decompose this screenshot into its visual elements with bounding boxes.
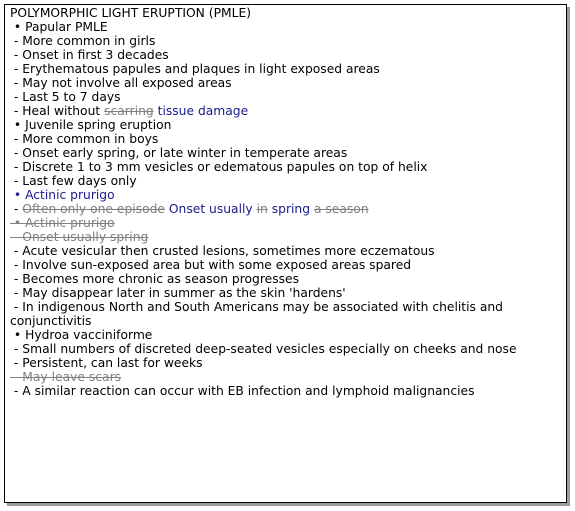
line-marker: - [10,104,23,118]
dash-line [10,62,555,76]
dash-line [10,384,555,398]
dash-line [10,90,555,104]
line-text: A similar reaction can occur with EB infection and lymphoid malignancies [22,384,475,398]
line-marker: - [10,258,23,272]
document-body [10,20,566,398]
dash-line [10,132,555,146]
line-marker: - [10,90,23,104]
dash-line [10,286,555,300]
line-marker: - [10,342,23,356]
line-text: More common in girls [22,34,156,48]
line-text: Onset in first 3 decades [22,48,169,62]
dash-line [10,300,555,328]
dash-line [10,76,555,90]
line-text: Acute vesicular then crusted lesions, sometimes more eczematous [22,244,435,258]
line-text: Onset early spring, or late winter in temperate areas [22,146,348,160]
bullet-line [10,216,555,230]
line-marker: - [10,272,23,286]
dash-line [10,230,555,244]
line-marker: • [10,20,26,34]
line-marker: - [10,76,23,90]
line-text: Becomes more chronic as season progresses [22,272,299,286]
dash-line [10,146,555,160]
dash-line [10,272,555,286]
document-page[interactable] [4,4,567,503]
document-title: POLYMORPHIC LIGHT ERUPTION (PMLE) [10,6,252,20]
line-text: Onset usually spring [22,230,149,244]
deleted-text: scarring [104,104,154,118]
line-marker: - [10,384,23,398]
line-text: May not involve all exposed areas [22,76,232,90]
line-marker: • [10,188,26,202]
line-marker: - [10,244,23,258]
line-marker: - [10,286,23,300]
line-marker: - [10,132,23,146]
line-text: Erythematous papules and plaques in light exposed areas [22,62,380,76]
line-marker: - [10,174,23,188]
line-text: Last 5 to 7 days [22,90,121,104]
dash-line [10,342,555,356]
line-text: More common in boys [22,132,159,146]
line-marker: - [10,300,23,314]
line-text: In indigenous North and South Americans may be associated with chelitis and conjunctivitis [10,300,507,328]
line-text: Papular PMLE [25,20,108,34]
inserted-text: tissue damage [153,104,249,118]
line-marker: • [10,118,26,132]
dash-line [10,356,555,370]
bullet-line [10,188,555,202]
line-text: Actinic prurigo [25,216,115,230]
bullet-line [10,20,555,34]
bullet-line [10,328,555,342]
dash-line [10,34,555,48]
line-text: May leave scars [22,370,122,384]
deleted-text: a season [313,202,369,216]
line-marker: - [10,62,23,76]
line-text: Persistent, can last for weeks [22,356,203,370]
line-text: May disappear later in summer as the skin 'hardens' [22,286,346,300]
deleted-text: in [256,202,268,216]
line-marker: • [10,216,26,230]
bullet-line [10,118,555,132]
dash-line [10,104,555,118]
line-marker: - [10,356,23,370]
dash-line [10,370,555,384]
dash-line [10,258,555,272]
inserted-text: spring [267,202,314,216]
line-marker: - [10,230,23,244]
line-marker: - [10,202,23,216]
line-marker: - [10,146,23,160]
inserted-text: Onset usually [164,202,257,216]
line-text: Small numbers of discreted deep-seated vesicles especially on cheeks and nose [22,342,517,356]
dash-line [10,244,555,258]
line-marker: - [10,48,23,62]
line-text: Involve sun-exposed area but with some exposed areas spared [22,258,412,272]
dash-line [10,202,555,216]
dash-line [10,48,555,62]
line-marker: - [10,370,23,384]
line-text: Hydroa vacciniforme [25,328,153,342]
dash-line [10,160,555,174]
line-marker: - [10,160,23,174]
line-marker: - [10,34,23,48]
dash-line [10,174,555,188]
line-text: Actinic prurigo [25,188,115,202]
line-text: Last few days only [22,174,137,188]
line-text: Discrete 1 to 3 mm vesicles or edematous papules on top of helix [22,160,428,174]
line-text: Juvenile spring eruption [25,118,172,132]
deleted-text: Often only one episode [22,202,165,216]
line-text: Heal without [22,104,105,118]
line-marker: • [10,328,26,342]
